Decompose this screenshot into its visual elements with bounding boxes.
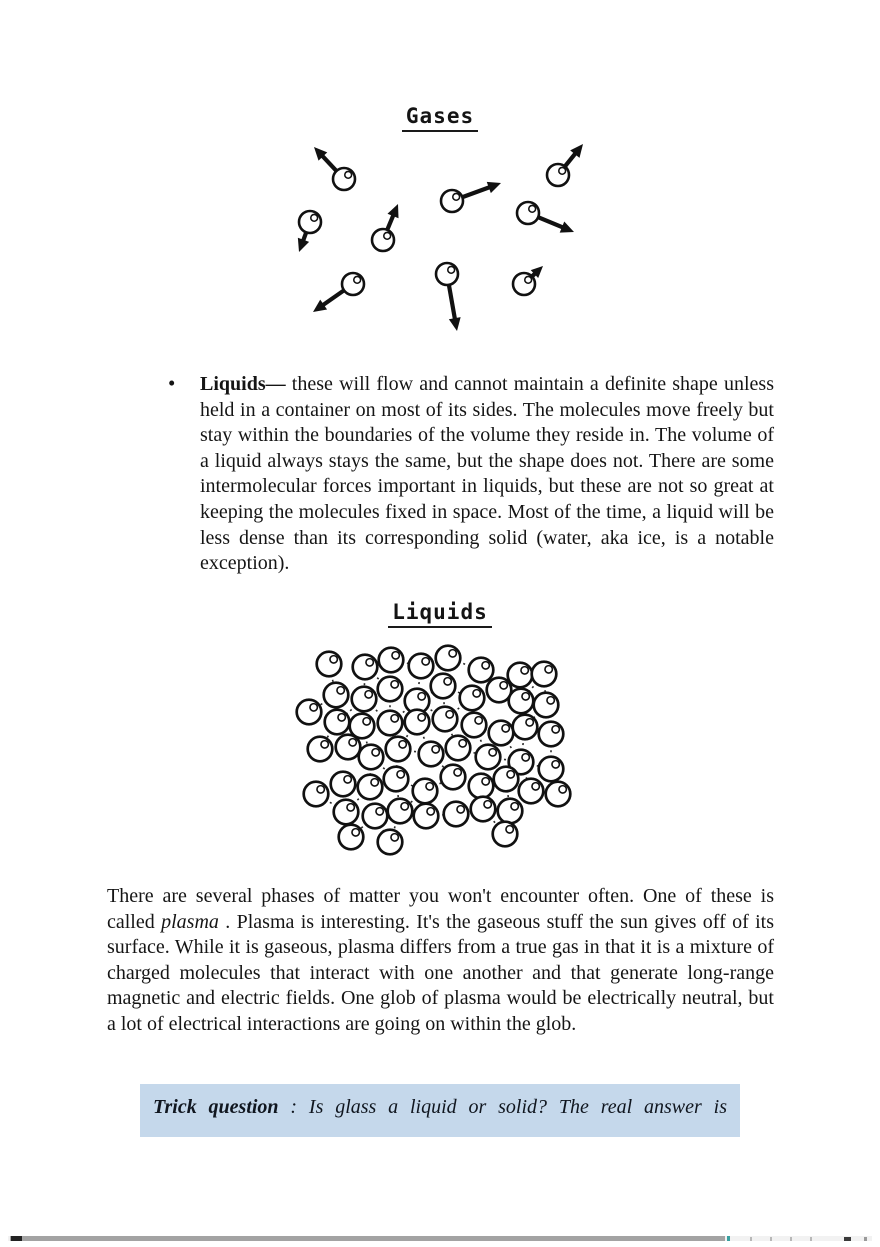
plasma-text-before: There are several phases of matter you won't encounter often. One of these is called [107,885,774,933]
horizontal-scrollbar-thumb[interactable] [10,1236,725,1241]
scrollbar-left-marker[interactable] [11,1236,22,1241]
bullet-marker: • [168,371,176,395]
trick-question-lead: Trick question [153,1096,279,1118]
liquids-title-text: Liquids [388,600,492,628]
bullet-lead: Liquids— [200,373,286,395]
horizontal-scrollbar-track[interactable] [8,1236,872,1241]
scrollbar-end-tick [864,1237,867,1241]
trick-question-text: : Is glass a liquid or solid? The real answer is [278,1096,727,1118]
plasma-italic-word: plasma [161,910,219,933]
liquids-bullet-item [168,371,774,577]
scrollbar-tick [750,1237,752,1241]
plasma-text-after: . Plasma is interesting. It's the gaseous stuff the sun gives off of its surface. While it is gaseous, plasma differs from a true gas in that it is a mixture of charged molecules that interact with one another and that generate long-range magnetic and electric fields. One glob of plasma would be electrically neutral, but a lot of electrical interactions are going on within the glob. [107,910,774,1035]
trick-question-callout [140,1084,740,1137]
liquids-molecules-diagram [288,642,580,864]
gases-title-text: Gases [402,104,478,132]
liquids-figure-title [0,600,880,628]
bullet-text: these will flow and cannot maintain a definite shape unless held in a container on most of its sides. The molecules move freely but stay within the boundaries of the volume they reside in. The volume of a liquid always stays the same, but the shape does not. There are some intermolecular forces important in liquids, but these are not so great at keeping the molecules fixed in space. Most of the time, a liquid will be less dense than its corresponding solid (water, aka ice, is a notable exception). [200,373,774,575]
scrollbar-end-marker [844,1237,851,1241]
gases-figure-title [0,104,880,132]
plasma-paragraph [107,884,774,1038]
scrollbar-tick [810,1237,812,1241]
gases-molecules-diagram [280,136,600,348]
scrollbar-tick [770,1237,772,1241]
scrollbar-teal-marker [727,1236,730,1241]
scrollbar-tick [790,1237,792,1241]
